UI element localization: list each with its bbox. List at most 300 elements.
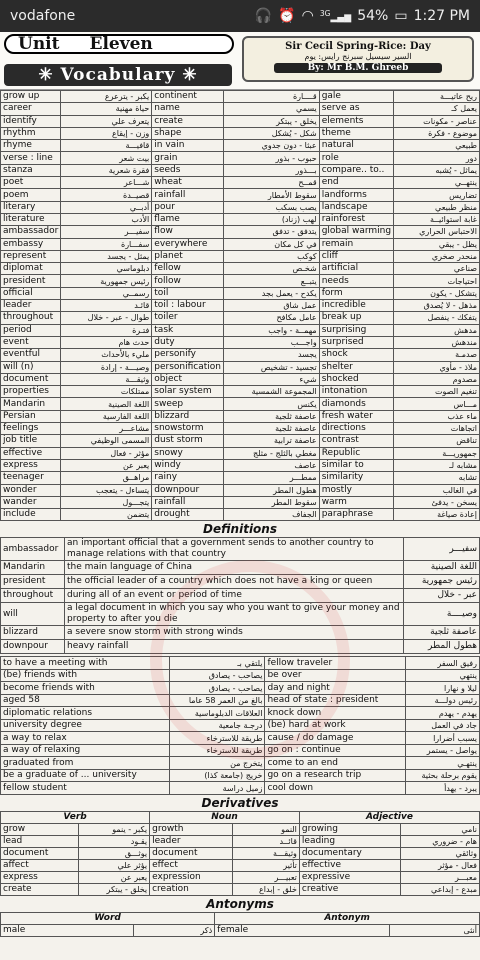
vocab-row (1, 459, 480, 471)
arabic-cell: درجـة جامعية (169, 719, 265, 732)
arabic-cell: يلتقي بـ (169, 657, 265, 670)
arabic-cell: مهمــة - واجب (224, 324, 320, 336)
arabic-cell: يخلق - يبتكر (224, 115, 320, 127)
arabic-cell: سفـــارة (61, 238, 152, 250)
arabic-cell: في الغالب (394, 484, 480, 496)
english-cell: sweep (152, 398, 224, 410)
unit-banner: Unit Eleven (4, 34, 234, 54)
english-cell: become friends with (1, 682, 170, 695)
expression-row (1, 769, 480, 782)
headphones-icon: 🎧 (254, 8, 273, 24)
vocab-row (1, 177, 480, 189)
arabic-cell: المسمى الوظيفي (61, 435, 152, 447)
arabic-cell: منظر طبيعي (394, 201, 480, 213)
arabic-cell: وثيقـــة (233, 847, 300, 859)
arabic-cell: مبدع - إبداعي (400, 883, 479, 895)
lesson-title-ar: السير سيسيل سبرنج رايس: يوم (304, 52, 412, 61)
arabic-cell: يتشكل - يكون (394, 287, 480, 299)
english-cell: fresh water (319, 410, 393, 422)
arabic-cell: احتياجات (394, 275, 480, 287)
arabic-cell: لهب (زناد) (224, 213, 320, 225)
english-cell: come to an end (265, 757, 406, 770)
arabic-cell: تناقض (394, 435, 480, 447)
english-cell: lead (1, 835, 79, 847)
english-cell: rainforest (319, 213, 393, 225)
english-cell: day and night (265, 682, 406, 695)
arabic-cell: المجموعة الشمسية (224, 386, 320, 398)
arabic-cell: سقوط الأمطار (224, 189, 320, 201)
english-cell: seeds (152, 164, 224, 176)
vocab-row (1, 398, 480, 410)
english-cell: paraphrase (319, 509, 393, 521)
english-cell: artificial (319, 263, 393, 275)
arabic-cell: رئيس دولـــة (406, 694, 480, 707)
english-cell: Persian (1, 410, 61, 422)
english-cell: to have a meeting with (1, 657, 170, 670)
expressions-table (0, 656, 480, 795)
english-cell: natural (319, 140, 393, 152)
arabic-cell: هطول المطر (224, 484, 320, 496)
arabic-cell: يسبب أضرارا (406, 732, 480, 745)
arabic-cell: قائـد (61, 300, 152, 312)
arabic-cell: ينتهـي (406, 757, 480, 770)
english-cell: president (1, 275, 61, 287)
english-cell: drought (152, 509, 224, 521)
arabic-cell: مليء بالأحداث (61, 349, 152, 361)
english-cell: throughout (1, 312, 61, 324)
arabic-cell: قــــارة (224, 91, 320, 103)
vocab-row (1, 312, 480, 324)
english-cell: (be) friends with (1, 669, 170, 682)
english-cell: flame (152, 213, 224, 225)
arabic-cell: يظل - يبقي (394, 238, 480, 250)
english-cell: the main language of China (65, 561, 404, 575)
header-antonym: Antonym (215, 912, 480, 924)
english-cell: an important official that a government sends to another country to manage relations with that country (65, 538, 404, 561)
arabic-cell: قصيــدة (61, 189, 152, 201)
english-cell: during all of an event or period of time (65, 589, 404, 603)
english-cell: عبر - خلال (404, 589, 480, 603)
derivative-row (1, 883, 480, 895)
definition-row (1, 561, 480, 575)
english-cell: grain (152, 152, 224, 164)
arabic-cell: يصاحب - يصادق (169, 669, 265, 682)
arabic-cell: اتجاهات (394, 423, 480, 435)
english-cell: a way to relax (1, 732, 170, 745)
arabic-cell: صدمـة (394, 349, 480, 361)
arabic-cell: هام - ضروري (400, 835, 479, 847)
english-cell: include (1, 509, 61, 521)
english-cell: flow (152, 226, 224, 238)
english-cell: global warming (319, 226, 393, 238)
arabic-cell: يمثل - يجسد (61, 250, 152, 262)
english-cell: in vain (152, 140, 224, 152)
arabic-cell: يتجـــول (61, 496, 152, 508)
english-cell: rhythm (1, 127, 61, 139)
english-cell: be a graduate of ... university (1, 769, 170, 782)
header-verb: Verb (1, 811, 150, 823)
vocab-row (1, 410, 480, 422)
arabic-cell: بيت شعر (61, 152, 152, 164)
carrier-label: vodafone (10, 8, 76, 24)
arabic-cell: تشابه (394, 472, 480, 484)
english-cell: verse : line (1, 152, 61, 164)
english-cell: grow (1, 823, 79, 835)
arabic-cell: مراهــق (61, 472, 152, 484)
english-cell: throughout (1, 589, 65, 603)
definitions-table (0, 537, 480, 654)
arabic-cell: يتضمن (61, 509, 152, 521)
vocab-row (1, 127, 480, 139)
definition-row (1, 603, 480, 626)
english-cell: (be) hard at work (265, 719, 406, 732)
arabic-cell: يهدم - يهدم (406, 707, 480, 720)
english-cell: toiler (152, 312, 224, 324)
english-cell: poet (1, 177, 61, 189)
vocabulary-banner: ✳ Vocabulary ✳ (4, 64, 232, 86)
english-cell: leading (299, 835, 400, 847)
arabic-cell: اللغة الصينية (61, 398, 152, 410)
vocab-row (1, 213, 480, 225)
english-cell: knock down (265, 707, 406, 720)
arabic-cell: عاصفة ثلجية (224, 410, 320, 422)
arabic-cell: مندهش (394, 336, 480, 348)
arabic-cell: جاد في العمل (406, 719, 480, 732)
english-cell: serve as (319, 103, 393, 115)
english-cell: duty (152, 336, 224, 348)
english-cell: role (319, 152, 393, 164)
arabic-cell: مشابه لـ (394, 459, 480, 471)
vocab-row (1, 336, 480, 348)
english-cell: represent (1, 250, 61, 262)
vocab-row (1, 152, 480, 164)
english-cell: fellow (152, 263, 224, 275)
definition-row (1, 575, 480, 589)
arabic-cell: فتـرة (61, 324, 152, 336)
english-cell: literary (1, 201, 61, 213)
arabic-cell: موضوع - فكرة (394, 127, 480, 139)
english-cell: personify (152, 349, 224, 361)
english-cell: female (215, 924, 390, 936)
header-adjective: Adjective (299, 811, 479, 823)
english-cell: properties (1, 386, 61, 398)
derivative-row (1, 871, 480, 883)
english-cell: express (1, 459, 61, 471)
arabic-cell: بـــذور (224, 164, 320, 176)
vocab-row (1, 300, 480, 312)
vocab-row (1, 496, 480, 508)
arabic-cell: ليلا و نهارا (406, 682, 480, 695)
english-cell: wander (1, 496, 61, 508)
arabic-cell: ذكر (133, 924, 215, 936)
english-cell: break up (319, 312, 393, 324)
arabic-cell: يكبر - ينمو (79, 823, 150, 835)
arabic-cell: ماء عذب (394, 410, 480, 422)
antonyms-table (0, 912, 480, 937)
arabic-cell: يعمل كـ (394, 103, 480, 115)
arabic-cell: حبوب - بذور (224, 152, 320, 164)
arabic-cell: يصاحب - يصادق (169, 682, 265, 695)
arabic-cell: خريج (جامعة كذا) (169, 769, 265, 782)
english-cell: downpour (152, 484, 224, 496)
arabic-cell: يتعرف علي (61, 115, 152, 127)
english-cell: document (1, 847, 79, 859)
english-cell: shape (152, 127, 224, 139)
vocab-row (1, 324, 480, 336)
english-cell: ambassador (1, 538, 65, 561)
vocab-row (1, 447, 480, 459)
arabic-cell: يتدفق - تدفق (224, 226, 320, 238)
english-cell: end (319, 177, 393, 189)
definition-row (1, 640, 480, 654)
english-cell: create (152, 115, 224, 127)
arabic-cell: ممطـــر (224, 472, 320, 484)
english-cell: directions (319, 423, 393, 435)
alarm-icon: ⏰ (278, 8, 296, 24)
english-cell: snowstorm (152, 423, 224, 435)
definitions-title: Definitions (0, 521, 480, 537)
english-cell: cool down (265, 782, 406, 795)
definition-row (1, 589, 480, 603)
english-cell: follow (152, 275, 224, 287)
english-cell: عاصفة ثلجية (404, 626, 480, 640)
english-cell: go on a research trip (265, 769, 406, 782)
english-cell: aged 58 (1, 694, 170, 707)
arabic-cell: مـــاس (394, 398, 480, 410)
english-cell: contrast (319, 435, 393, 447)
vocab-row (1, 263, 480, 275)
arabic-cell: يقـود (79, 835, 150, 847)
vocabulary-table (0, 90, 480, 521)
arabic-cell: مذهل - لا يُصدق (394, 300, 480, 312)
english-cell: هطول المطر (404, 640, 480, 654)
arabic-cell: منحدر صخري (394, 250, 480, 262)
english-cell: similar to (319, 459, 393, 471)
vocab-row (1, 189, 480, 201)
english-cell: وصيــــة (404, 603, 480, 626)
expression-row (1, 682, 480, 695)
arabic-cell: عناصر - مكونات (394, 115, 480, 127)
vocab-row (1, 386, 480, 398)
vocab-row (1, 472, 480, 484)
arabic-cell: العلاقات الدبلوماسية (169, 707, 265, 720)
english-cell: document (150, 847, 233, 859)
arabic-cell: النمو (233, 823, 300, 835)
arabic-cell: وزن - إيقاع (61, 127, 152, 139)
english-cell: cause / do damage (265, 732, 406, 745)
english-cell: dust storm (152, 435, 224, 447)
battery-icon: ▭ (394, 8, 408, 24)
english-cell: creation (150, 883, 233, 895)
arabic-cell: يوثـــق (79, 847, 150, 859)
english-cell: shocked (319, 373, 393, 385)
derivative-row (1, 847, 480, 859)
english-cell: planet (152, 250, 224, 262)
arabic-cell: يجسد (224, 349, 320, 361)
english-cell: task (152, 324, 224, 336)
english-cell: rhyme (1, 140, 61, 152)
arabic-cell: ينتهــي (394, 177, 480, 189)
expression-row (1, 694, 480, 707)
arabic-cell: ملاذ - مأوي (394, 361, 480, 373)
english-cell: landscape (319, 201, 393, 213)
english-cell: creative (299, 883, 400, 895)
english-cell: landforms (319, 189, 393, 201)
english-cell: poem (1, 189, 61, 201)
english-cell: feelings (1, 423, 61, 435)
english-cell: remain (319, 238, 393, 250)
english-cell: Mandarin (1, 561, 65, 575)
wifi-icon: ◠ (301, 8, 314, 24)
english-cell: effective (299, 859, 400, 871)
english-cell: documentary (299, 847, 400, 859)
arabic-cell: مدهش (394, 324, 480, 336)
english-cell: solar system (152, 386, 224, 398)
arabic-cell: عاصفة ترابية (224, 435, 320, 447)
english-cell: heavy rainfall (65, 640, 404, 654)
arabic-cell: الاحتباس الحراري (394, 226, 480, 238)
english-cell: job title (1, 435, 61, 447)
vocab-row (1, 140, 480, 152)
arabic-cell: شكل - يُشكل (224, 127, 320, 139)
arabic-cell: تعبيـــر (233, 871, 300, 883)
english-cell: رئيس جمهورية (404, 575, 480, 589)
expression-row (1, 669, 480, 682)
english-cell: intonation (319, 386, 393, 398)
expression-row (1, 744, 480, 757)
english-cell: everywhere (152, 238, 224, 250)
english-cell: stanza (1, 164, 61, 176)
vocab-row (1, 226, 480, 238)
arabic-cell: عاصفة ثلجية (224, 423, 320, 435)
english-cell: rainy (152, 472, 224, 484)
english-cell: event (1, 336, 61, 348)
arabic-cell: دبلوماسي (61, 263, 152, 275)
worksheet-header (0, 32, 480, 90)
arabic-cell: وثائقي (400, 847, 479, 859)
arabic-cell: قائــد (233, 835, 300, 847)
vocab-row (1, 349, 480, 361)
english-cell: embassy (1, 238, 61, 250)
english-cell: ambassador (1, 226, 61, 238)
arabic-cell: عبثا - دون جدوي (224, 140, 320, 152)
english-cell: be over (265, 669, 406, 682)
arabic-cell: دور (394, 152, 480, 164)
arabic-cell: صناعي (394, 263, 480, 275)
arabic-cell: أدبــي (61, 201, 152, 213)
arabic-cell: يؤثر علي (79, 859, 150, 871)
english-cell: theme (319, 127, 393, 139)
arabic-cell: يتخرج من (169, 757, 265, 770)
vocab-row (1, 484, 480, 496)
english-cell: leader (1, 300, 61, 312)
arabic-cell: في كل مكان (224, 238, 320, 250)
vocab-row (1, 373, 480, 385)
arabic-cell: ريح عاتيـــة (394, 91, 480, 103)
vocab-row (1, 238, 480, 250)
arabic-cell: زميل دراسة (169, 782, 265, 795)
definition-row (1, 626, 480, 640)
arabic-cell: مشاعـــر (61, 423, 152, 435)
arabic-cell: تأثير (233, 859, 300, 871)
arabic-cell: يماثل - يُشبه (394, 164, 480, 176)
vocab-row (1, 201, 480, 213)
vocab-row (1, 287, 480, 299)
derivative-row (1, 835, 480, 847)
english-cell: period (1, 324, 61, 336)
vocab-row (1, 435, 480, 447)
vocab-row (1, 115, 480, 127)
arabic-cell: عامل مكافح (224, 312, 320, 324)
english-cell: effect (150, 859, 233, 871)
arabic-cell: فقرة شعرية (61, 164, 152, 176)
arabic-cell: طريقة للاسترخاء (169, 732, 265, 745)
english-cell: head of state : president (265, 694, 406, 707)
english-cell: express (1, 871, 79, 883)
arabic-cell: قافيـــة (61, 140, 152, 152)
status-bar (0, 0, 480, 32)
arabic-cell: طريقة للاسترخاء (169, 744, 265, 757)
expression-row (1, 707, 480, 720)
arabic-cell: قمــح (224, 177, 320, 189)
vocab-row (1, 423, 480, 435)
vocab-row (1, 91, 480, 103)
arabic-cell: شيء (224, 373, 320, 385)
english-cell: personification (152, 361, 224, 373)
arabic-cell: حدث هام (61, 336, 152, 348)
arabic-cell: يسمي (224, 103, 320, 115)
arabic-cell: سفيـــر (61, 226, 152, 238)
arabic-cell: يواصل - يستمر (406, 744, 480, 757)
battery-percent: 54% (357, 8, 389, 24)
english-cell: expressive (299, 871, 400, 883)
english-cell: affect (1, 859, 79, 871)
english-cell: elements (319, 115, 393, 127)
arabic-cell: يسخن - يدفئ (394, 496, 480, 508)
arabic-cell: وصيـــة - إرادة (61, 361, 152, 373)
arabic-cell: رسمــي (61, 287, 152, 299)
lesson-title: Sir Cecil Spring-Rice: Day (285, 41, 431, 52)
english-cell: will (1, 603, 65, 626)
english-cell: pour (152, 201, 224, 213)
english-cell: university degree (1, 719, 170, 732)
english-cell: mostly (319, 484, 393, 496)
english-cell: wheat (152, 177, 224, 189)
arabic-cell: فعال - مؤثر (400, 859, 479, 871)
english-cell: surprised (319, 336, 393, 348)
english-cell: warm (319, 496, 393, 508)
arabic-cell: يعبر عن (61, 459, 152, 471)
english-cell: literature (1, 213, 61, 225)
antonyms-title: Antonyms (0, 896, 480, 912)
english-cell: اللغة الصينية (404, 561, 480, 575)
expression-row (1, 732, 480, 745)
vocab-row (1, 509, 480, 521)
english-cell: snowy (152, 447, 224, 459)
arabic-cell: الجفاف (224, 509, 320, 521)
arabic-cell: بالغ من العمر 58 عاما (169, 694, 265, 707)
english-cell: fellow traveler (265, 657, 406, 670)
expression-row (1, 719, 480, 732)
arabic-cell: جمهوريـــة (394, 447, 480, 459)
arabic-cell: يقوم برحلة بحثية (406, 769, 480, 782)
english-cell: form (319, 287, 393, 299)
arabic-cell: شـــاعر (61, 177, 152, 189)
arabic-cell: يتساءل - يتعجب (61, 484, 152, 496)
english-cell: leader (150, 835, 233, 847)
header-word: Word (1, 912, 215, 924)
arabic-cell: كوكب (224, 250, 320, 262)
